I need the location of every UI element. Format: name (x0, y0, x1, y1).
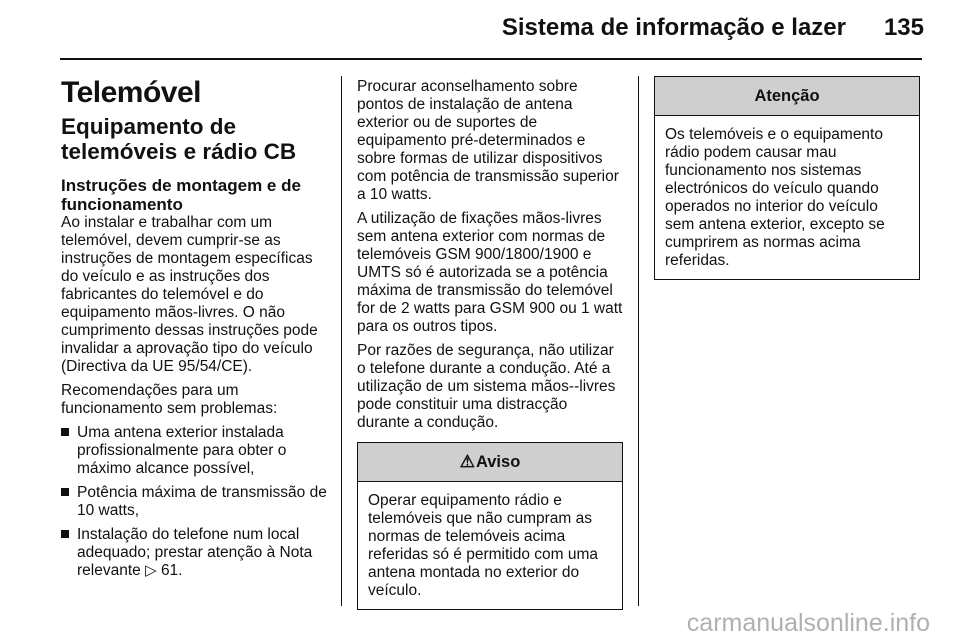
warning-box (357, 442, 623, 610)
column-middle (357, 78, 623, 610)
page-number: 135 (883, 14, 924, 41)
warning-title: Aviso (475, 453, 521, 471)
recommendation-list (61, 424, 327, 580)
section-title: Sistema de informação e lazer (501, 14, 846, 41)
watermark: carmanualsonline.info (686, 609, 930, 637)
subsection-heading: Instruções de montagem e de funcionamento (61, 176, 301, 214)
paragraph: Recomendações para um funcionamento sem problemas: (61, 382, 278, 417)
chapter-heading: Telemóvel (61, 76, 202, 109)
bullet-icon (61, 428, 69, 436)
bullet-icon (61, 488, 69, 496)
attention-header: Atenção (655, 77, 919, 116)
bullet-icon (61, 530, 69, 538)
page-reference[interactable]: 61. (160, 562, 183, 579)
warning-header (358, 443, 622, 482)
paragraph: Procurar aconselhamento sobre pontos de instalação de antena exterior ou de suportes de equipamento pré-determinados e sobre formas de utilizar dispositivos com potência de transmissão superior a 10 watts. (357, 78, 619, 203)
paragraph: A utilização de fixações mãos-livres sem antena exterior com normas de telemóveis GSM 900/1800/1900 e UMTS só é autorizada se a potência máxima de transmissão do telemóvel for de 2 watts para GSM 900 ou 1 watt para os outros tipos. (357, 210, 623, 335)
list-item: Uma antena exterior instalada profissionalmente para obter o máximo alcance possível, (61, 424, 327, 478)
column-divider (638, 76, 639, 606)
paragraph: Ao instalar e trabalhar com um telemóvel, devem cumprir-se as instruções de montagem específicas do veículo e as instruções dos fabricantes do telemóvel e do equipamento mãos-livres. O não cumprimento dessas instruções pode invalidar a aprovação tipo do veículo (Directiva da UE 95/54/CE). (61, 214, 318, 375)
page-header (0, 14, 924, 48)
column-right (654, 76, 920, 280)
attention-box (654, 76, 920, 280)
warning-triangle-icon: ⚠ (459, 452, 475, 471)
column-left (61, 68, 327, 586)
attention-body: Os telemóveis e o equipamento rádio podem causar mau funcionamento nos sistemas electrónicos do veículo quando operados no interior do veículo sem antena exterior, excepto se cumprirem as normas acima referidas. (665, 126, 885, 269)
page-reference-arrow-icon: ▷ (145, 562, 157, 579)
section-heading: Equipamento de telemóveis e rádio CB (61, 114, 297, 164)
list-item: Instalação do telefone num local adequado; prestar atenção à Nota relevante ▷ 61. (61, 526, 327, 580)
header-rule (60, 58, 922, 60)
paragraph: Por razões de segurança, não utilizar o telefone durante a condução. Até a utilização de um sistema mãos--livres pode constituir uma distracção durante a condução. (357, 342, 616, 431)
warning-body: Operar equipamento rádio e telemóveis que não cumpram as normas de telemóveis acima referidas só é permitido com uma antena montada no exterior do veículo. (368, 492, 599, 599)
column-divider (341, 76, 342, 606)
list-item: Potência máxima de transmissão de 10 watts, (61, 484, 327, 520)
